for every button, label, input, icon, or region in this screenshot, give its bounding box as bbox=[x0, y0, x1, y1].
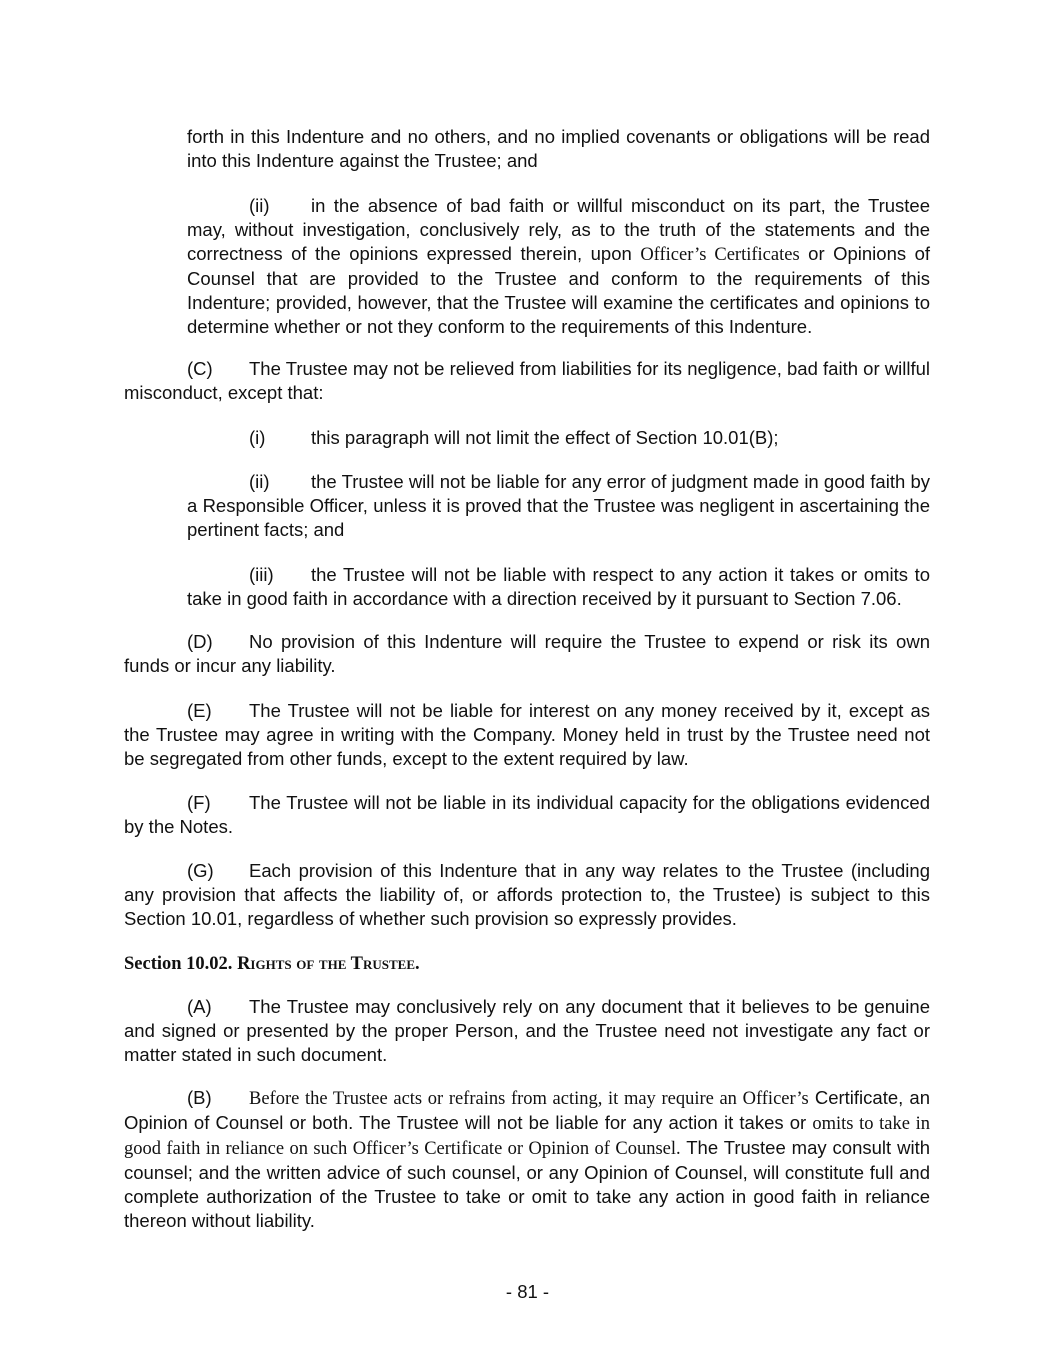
paragraph-label: (F) bbox=[187, 792, 211, 813]
paragraph-label: (B) bbox=[187, 1087, 212, 1108]
paragraph-c-iii bbox=[187, 563, 930, 611]
paragraph-text: forth in this Indenture and no others, and no implied covenants or obligations will be read into this Indenture against the Trustee; and bbox=[187, 126, 930, 171]
paragraph-text: The Trustee will not be liable in its individual capacity for the obligations evidenced by the Notes. bbox=[124, 792, 930, 837]
paragraph-text: or Opinions of Counsel that are provided to the Trustee and conform to the requirements of this Indenture; provided, however, that the Trustee will examine the certificates and opinions to determine whether or not they conform to the requirements of this Indenture. bbox=[187, 243, 931, 337]
paragraph-label: (G) bbox=[187, 860, 214, 881]
section-heading bbox=[124, 952, 420, 976]
paragraph-b-ii bbox=[187, 194, 930, 339]
paragraph-text: the Trustee will not be liable for any error of judgment made in good faith by a Responsible Officer, unless it is proved that the Trustee was negligent in ascertaining the pertinent facts; and bbox=[187, 471, 930, 540]
paragraph-e bbox=[124, 699, 930, 771]
section-number: Section 10.02. bbox=[124, 954, 233, 974]
paragraph-label: (D) bbox=[187, 631, 213, 652]
paragraph-label: (ii) bbox=[249, 195, 270, 216]
paragraph-label: (C) bbox=[187, 358, 213, 379]
paragraph-label: (iii) bbox=[249, 564, 274, 585]
paragraph-text: Certificate, an Opinion of Counsel or both. The Trustee will not be liable for any action it takes or bbox=[124, 1087, 931, 1133]
paragraph-label: (A) bbox=[187, 996, 212, 1017]
paragraph-g bbox=[124, 859, 930, 931]
paragraph-label: (E) bbox=[187, 700, 212, 721]
paragraph-f bbox=[124, 791, 930, 839]
paragraph-10-02-b bbox=[124, 1086, 930, 1233]
paragraph-c-ii bbox=[187, 470, 930, 542]
paragraph-text: this paragraph will not limit the effect of Section 10.01(B); bbox=[311, 427, 779, 448]
paragraph-text: the Trustee will not be liable with respect to any action it takes or omits to take in good faith in accordance with a direction received by it pursuant to Section 7.06. bbox=[187, 564, 930, 609]
paragraph-text: The Trustee may not be relieved from liabilities for its negligence, bad faith or willful misconduct, except that: bbox=[124, 358, 930, 403]
section-title: Rights of the Trustee. bbox=[237, 954, 420, 974]
paragraph-label: (i) bbox=[249, 427, 266, 448]
paragraph-text-serif: omits to take in good faith in reliance on such Officer’s Certificate or Opinion of Counsel. bbox=[124, 1114, 930, 1159]
paragraph-label: (ii) bbox=[249, 471, 270, 492]
paragraph-10-02-a bbox=[124, 995, 930, 1067]
paragraph-text: Each provision of this Indenture that in any way relates to the Trustee (including any provision that affects the liability of, or affords protection to, the Trustee) is subject to this Section 10.01, regardless of whether such provision so expressly provides. bbox=[124, 860, 930, 929]
paragraph-text: The Trustee will not be liable for interest on any money received by it, except as the Trustee may agree in writing with the Company. Money held in trust by the Trustee need not be segregated from other funds, except to the extent required by law. bbox=[124, 700, 930, 769]
paragraph-continuation bbox=[187, 125, 930, 173]
paragraph-c-i bbox=[187, 426, 930, 450]
paragraph-text-serif: Officer’s Certificates bbox=[640, 245, 800, 265]
paragraph-d bbox=[124, 630, 930, 678]
paragraph-c bbox=[124, 357, 930, 405]
paragraph-text: The Trustee may consult with counsel; and the written advice of such counsel, or any Opinion of Counsel, will constitute full and complete authorization of the Trustee to take or omit to take any action in good faith in reliance thereon without liability. bbox=[124, 1137, 930, 1231]
paragraph-text: The Trustee may conclusively rely on any document that it believes to be genuine and signed or presented by the proper Person, and the Trustee need not investigate any fact or matter stated in such document. bbox=[124, 996, 930, 1065]
paragraph-text: No provision of this Indenture will require the Trustee to expend or risk its own funds or incur any liability. bbox=[124, 631, 930, 676]
paragraph-text-serif: Before the Trustee acts or refrains from acting, it may require an Officer’s bbox=[249, 1089, 809, 1109]
paragraph-text: in the absence of bad faith or willful misconduct on its part, the Trustee may, without investigation, conclusively rely, as to the truth of the statements and the correctness of the opinions expressed therein, upon bbox=[187, 195, 930, 264]
page-number: - 81 - bbox=[505, 1281, 550, 1302]
